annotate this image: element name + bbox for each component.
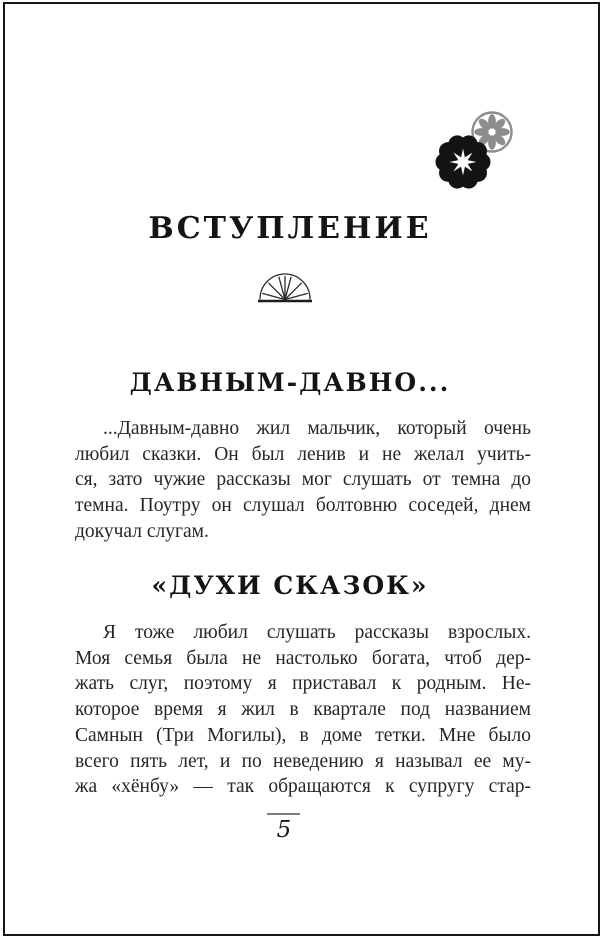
text-line: докучал слугам.: [75, 520, 209, 542]
section-heading-dukhi-skazok: «ДУХИ СКАЗОК»: [151, 571, 429, 600]
footer-rule: [267, 813, 300, 815]
star-icon: [450, 149, 477, 176]
fan-divider-icon: [255, 268, 315, 304]
text-line: Моя семья была не настолько богата, чтоб дер-: [75, 647, 531, 669]
text-line: жать слуг, поэтому я приставал к родным. Не-: [75, 673, 531, 695]
flower-icon: [436, 135, 491, 188]
text-line: жа «хёнбу» — так обращаются к супругу стар-: [75, 776, 531, 798]
text-line: темна. Поутру он слушал болтовню соседей, днем: [75, 495, 531, 517]
text-line: ся, зато чужие рассказы мог слушать от темна до: [75, 469, 531, 491]
chapter-title: ВСТУПЛЕНИЕ: [148, 211, 432, 246]
text-line: которое время я жил в квартале под названием: [75, 699, 531, 721]
text-line: Я тоже любил слушать рассказы взрослых.: [103, 622, 531, 643]
section-heading-davnym-davno: ДАВНЫМ-ДАВНО...: [129, 368, 451, 397]
paragraph-2: [75, 620, 531, 800]
text-line: всего пять лет, и по неведению я называл ее му-: [75, 750, 531, 772]
paragraph-1: [75, 416, 531, 545]
text-line: любил сказки. Он был ленив и не желал учить-: [75, 443, 531, 465]
text-line: ...Давным-давно жил мальчик, который очень: [103, 418, 531, 439]
text-line: Самнын (Три Могилы), в доме тетки. Мне было: [75, 724, 531, 746]
flower-star-ornament-icon: [430, 105, 520, 195]
page-number: 5: [276, 817, 292, 843]
